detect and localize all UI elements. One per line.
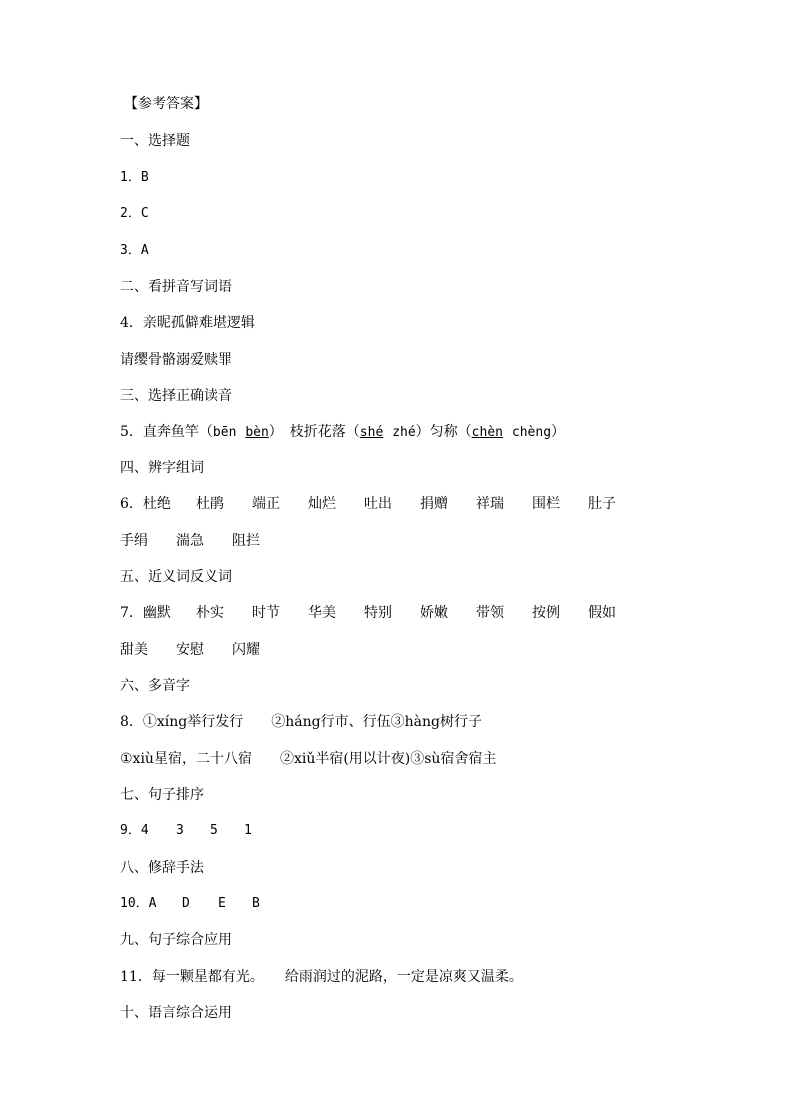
word-item: 闪耀: [232, 642, 260, 658]
answer-4-line-2: 请缨骨骼溺爱赎罪: [120, 352, 232, 368]
answer-5-prefix: 5．直奔鱼竿（: [120, 424, 213, 440]
section-heading-9: 九、句子综合应用: [120, 932, 232, 948]
answer-1: 1．B: [120, 170, 149, 185]
word-item: 手绢: [120, 533, 148, 549]
pinyin-option-zhe: zhé: [392, 425, 416, 440]
choice-item: 10．A: [120, 896, 157, 911]
word-item: 围栏: [532, 496, 560, 512]
answer-7-line-2: [120, 640, 260, 660]
word-item: 娇嫩: [420, 605, 448, 621]
answer-4-line-1: 4．亲昵孤僻难堪逻辑: [120, 315, 255, 331]
word-item: 特别: [364, 605, 392, 621]
section-heading-2: 二、看拼音写词语: [120, 279, 232, 295]
section-heading-8: 八、修辞手法: [120, 860, 204, 876]
section-heading-3: 三、选择正确读音: [120, 388, 232, 404]
word-item: 阻拦: [232, 533, 260, 549]
answer-10: [120, 894, 260, 914]
answer-7-line-1: [120, 603, 616, 623]
word-item: 朴实: [196, 605, 224, 621]
pinyin-option-ben4: bèn: [245, 425, 269, 440]
answer-2: 2．C: [120, 206, 149, 221]
section-heading-7: 七、句子排序: [120, 787, 204, 803]
page-title: 【参考答案】: [124, 96, 208, 112]
section-heading-6: 六、多音字: [120, 678, 190, 694]
word-item: 带领: [476, 605, 504, 621]
word-item: 安慰: [176, 642, 204, 658]
section-heading-1: 一、选择题: [120, 133, 190, 149]
choice-item: E: [218, 896, 226, 911]
pinyin-option-cheng: chèng: [511, 425, 552, 440]
section-heading-5: 五、近义词反义词: [120, 569, 232, 585]
order-item: 3: [176, 823, 184, 838]
pinyin-option-she: shé: [359, 425, 384, 440]
answer-5-suffix: ）: [551, 424, 566, 440]
answer-8-line-2: ①xiù星宿，二十八宿 ②xiǔ半宿(用以计夜)③sù宿舍宿主: [120, 751, 497, 767]
answer-11: 11．每一颗星都有光。 给雨润过的泥路，一定是凉爽又温柔。: [120, 969, 523, 985]
word-item: 祥瑞: [476, 496, 504, 512]
word-item: 假如: [588, 605, 616, 621]
answer-9: [120, 821, 252, 841]
answer-5: [120, 422, 565, 442]
word-item: 湍急: [176, 533, 204, 549]
choice-item: B: [252, 896, 260, 911]
word-item: 杜鹃: [196, 496, 224, 512]
choice-item: D: [182, 896, 190, 911]
section-heading-10: 十、语言综合运用: [120, 1005, 232, 1021]
word-item: 7．幽默: [120, 605, 171, 621]
answer-3: 3．A: [120, 243, 149, 258]
word-item: 华美: [308, 605, 336, 621]
section-heading-4: 四、辨字组词: [120, 460, 204, 476]
answer-6-line-2: [120, 531, 260, 551]
word-item: 按例: [532, 605, 560, 621]
word-item: 捐赠: [420, 496, 448, 512]
answer-8-line-1: 8．①xíng举行发行 ②háng行市、行伍③hàng树行子: [120, 714, 482, 730]
word-item: 端正: [252, 496, 280, 512]
word-item: 肚子: [588, 496, 616, 512]
pinyin-option-chen: chèn: [471, 425, 503, 440]
answer-5-mid-2: ）匀称（: [415, 424, 472, 440]
order-item: 5: [210, 823, 218, 838]
word-item: 时节: [252, 605, 280, 621]
answer-5-mid-1: ） 枝折花落（: [268, 424, 360, 440]
word-item: 吐出: [364, 496, 392, 512]
pinyin-option-ben1: bēn: [212, 425, 237, 440]
word-item: 6．杜绝: [120, 496, 171, 512]
order-item: 1: [244, 823, 252, 838]
order-item: 9．4: [120, 823, 149, 838]
word-item: 甜美: [120, 642, 148, 658]
answer-6-line-1: [120, 494, 616, 514]
word-item: 灿烂: [308, 496, 336, 512]
